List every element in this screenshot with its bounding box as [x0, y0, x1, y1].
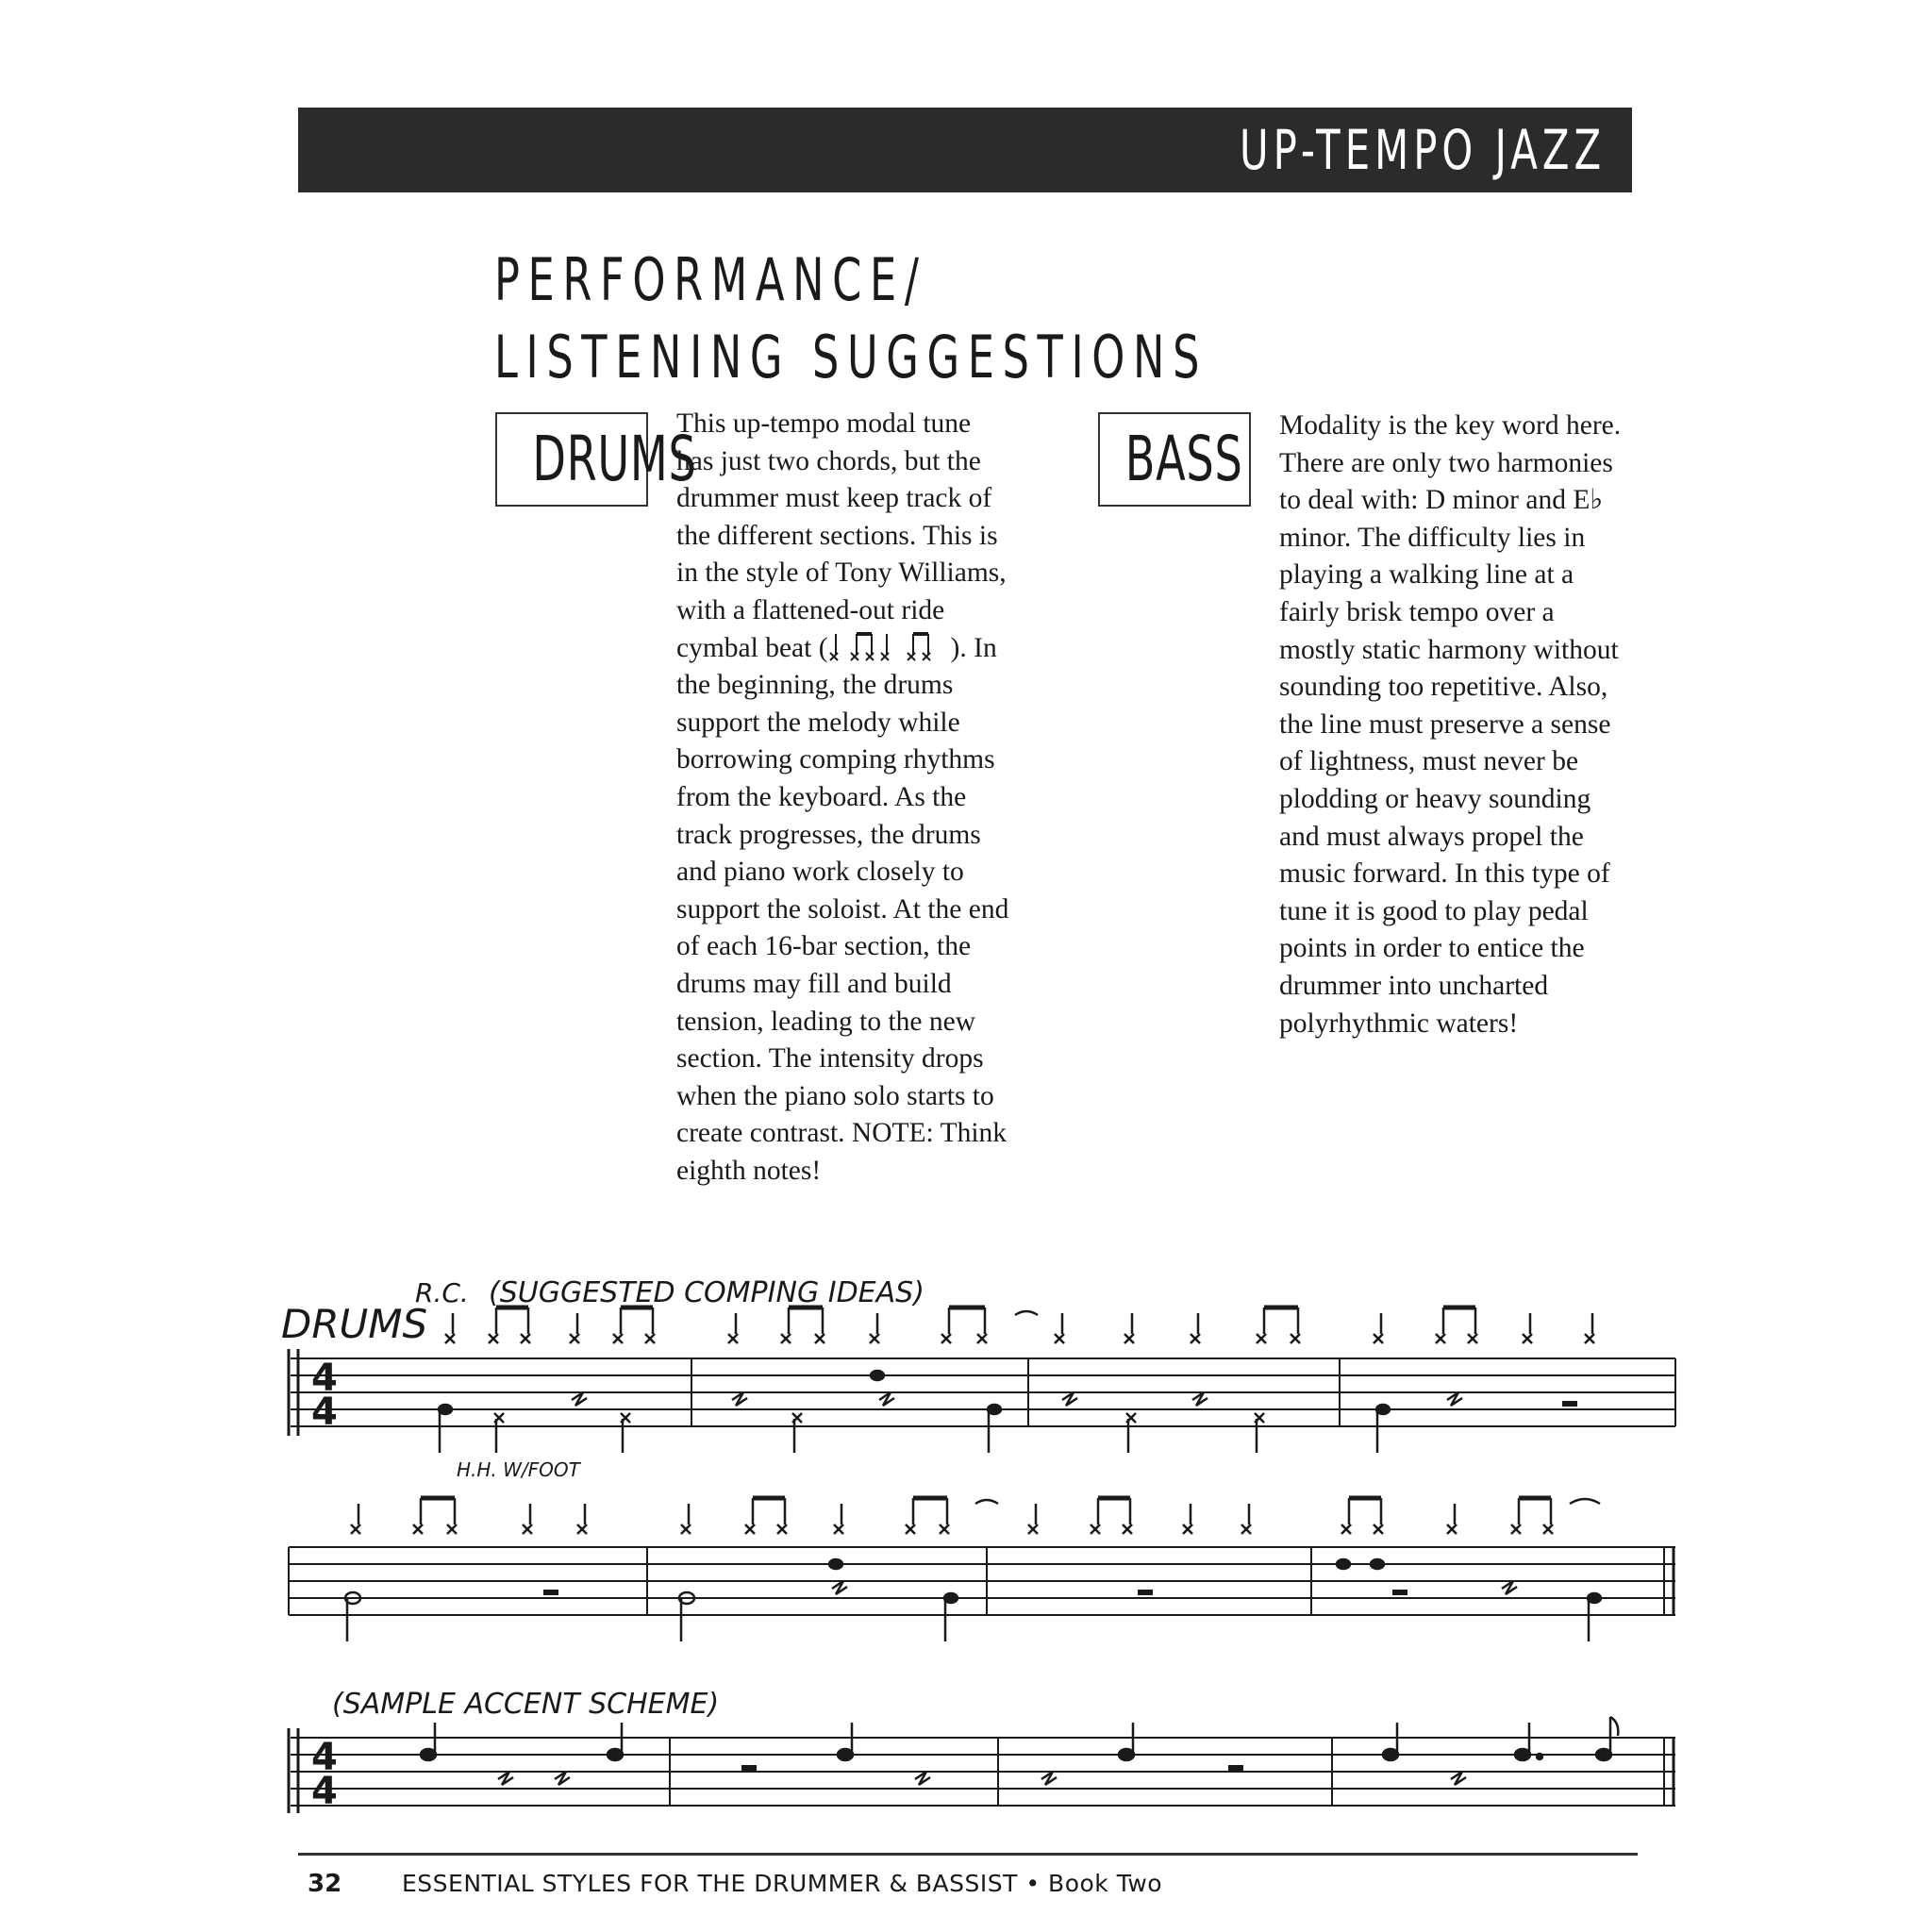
drums-text-start: This up-tempo modal tune has just two chords, but the drummer must keep track of the different sections. This is in the style of Tony Williams, with a flattened-out ride cymbal beat (: [676, 408, 1007, 663]
banner-title: UP-TEMPO JAZZ: [1239, 118, 1606, 182]
notation-hihat-label: H.H. w/Foot: [457, 1458, 580, 1481]
section-title-line-1: PERFORMANCE/: [494, 245, 927, 314]
time-sig-top: 4: [311, 1357, 338, 1400]
time-sig-bottom: 4: [311, 1391, 338, 1434]
staff-1-notes: [439, 1307, 1594, 1453]
staff-1-time-signature: [311, 1357, 338, 1434]
notation-comping-label: (Suggested Comping Ideas): [489, 1276, 924, 1309]
notation-accent-label: (Sample Accent Scheme): [332, 1688, 720, 1721]
section-title-line-2: LISTENING SUGGESTIONS: [494, 323, 1208, 391]
page-number: 32: [308, 1870, 342, 1898]
bass-label: BASS: [1124, 423, 1243, 495]
footer-title: ESSENTIAL STYLES FOR THE DRUMMER & BASSIST • Book Two: [402, 1870, 1163, 1897]
staff-2: [289, 1547, 1675, 1615]
footer-rule: [298, 1853, 1638, 1856]
staff-3-notes: [421, 1717, 1618, 1785]
accent-time-sig-top: 4: [311, 1736, 338, 1779]
staff-3: [289, 1728, 1675, 1813]
notation-drums-label: Drums: [281, 1301, 428, 1347]
notation-rc-label: R.C.: [415, 1277, 469, 1308]
bass-description: Modality is the key word here. There are only two harmonies to deal with: D minor and E♭ minor. The difficulty lies in playing a walking line at a fairly brisk tempo over a mostly static harmony without sounding too repetitive. Also, the line must preserve a sense of lightness, must never be plodding or heavy sounding and must always propel the music forward. In this type of tune it is good to play pedal points in order to entice the drummer into uncharted polyrhythmic waters!: [1279, 410, 1622, 1039]
drums-label: DRUMS: [532, 423, 697, 495]
staff-2-notes: [345, 1498, 1601, 1641]
drums-text-end: ). In the beginning, the drums support the melody while borrowing comping rhythms from the keyboard. As the track progresses, the drums and piano work closely to support the soloist. At the end of each 16-bar section, the drums may fill and build tension, leading to the new section. The intensity drops when the piano solo starts to create contrast. NOTE: Think eighth notes!: [676, 632, 1009, 1186]
accent-time-sig-bottom: 4: [311, 1770, 338, 1813]
staff-3-time-signature: [311, 1736, 338, 1813]
